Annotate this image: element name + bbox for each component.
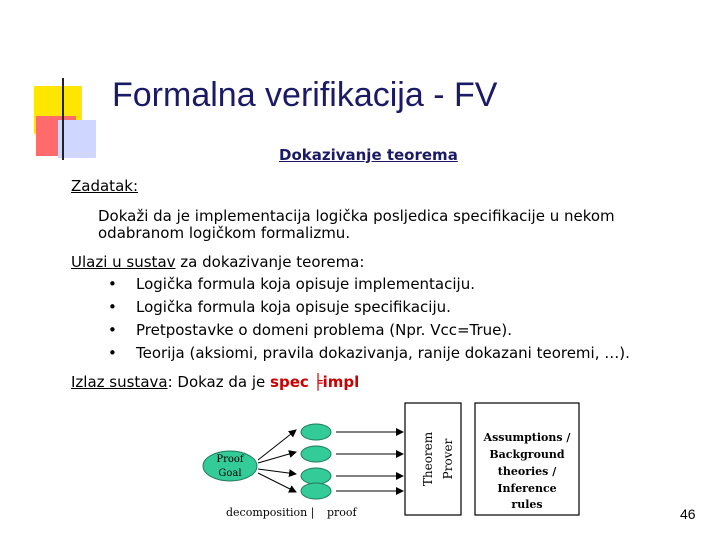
zadatak-text-line-2: odabranom logičkom formalizmu. xyxy=(98,224,351,242)
ulazi-label: Ulazi u sustav xyxy=(71,253,176,271)
theorem-prover-label-2: Prover xyxy=(441,438,455,480)
subgoal-node xyxy=(301,483,331,499)
subgoal-node xyxy=(301,468,331,484)
assumptions-label-2: Background xyxy=(489,448,565,461)
page-number: 46 xyxy=(680,506,696,522)
proof-label: proof xyxy=(327,506,357,519)
spec-term: spec xyxy=(270,373,309,391)
proof-goal-label-1: Proof xyxy=(216,454,244,465)
bullet-dot: • xyxy=(108,321,117,339)
impl-term: impl xyxy=(322,373,360,391)
assumptions-label-3: theories / xyxy=(497,465,557,478)
bullet-text: Logička formula koja opisuje specifikaciju. xyxy=(136,298,451,316)
decomposition-arrow xyxy=(258,430,296,460)
izlaz-label: Izlaz sustava xyxy=(71,373,168,391)
assumptions-label-1: Assumptions / xyxy=(483,431,571,444)
assumptions-label-5: rules xyxy=(511,498,543,511)
izlaz-rest: : Dokaz da je xyxy=(167,373,271,391)
subgoal-node xyxy=(301,424,331,440)
decomposition-label: decomposition | xyxy=(226,506,315,519)
decomposition-arrow xyxy=(258,452,296,463)
bullet-text: Pretpostavke o domeni problema (Npr. Vcc=True). xyxy=(136,321,513,339)
zadatak-text-line-1: Dokaži da je implementacija logička posljedica specifikacije u nekom xyxy=(98,207,615,225)
decomposition-arrow xyxy=(258,473,296,492)
models-symbol: ╞ xyxy=(313,373,323,391)
assumptions-label-4: Inference xyxy=(497,482,557,495)
bullet-dot: • xyxy=(108,344,117,362)
zadatak-label: Zadatak: xyxy=(71,177,138,195)
bullet-text: Teorija (aksiomi, pravila dokazivanja, ranije dokazani teoremi, …). xyxy=(136,344,630,362)
theorem-prover-label-1: Theorem xyxy=(421,431,435,487)
proof-goal-label-2: Goal xyxy=(218,468,242,479)
slide-title: Formalna verifikacija - FV xyxy=(112,76,498,114)
bullet-dot: • xyxy=(108,298,117,316)
subgoal-node xyxy=(301,446,331,462)
ulazi-rest: za dokazivanje teorema: xyxy=(175,253,365,271)
slide-subtitle: Dokazivanje teorema xyxy=(279,146,458,164)
decomposition-arrow xyxy=(258,469,296,474)
bullet-text: Logička formula koja opisuje implementaciju. xyxy=(136,275,475,293)
bullet-dot: • xyxy=(108,275,117,293)
